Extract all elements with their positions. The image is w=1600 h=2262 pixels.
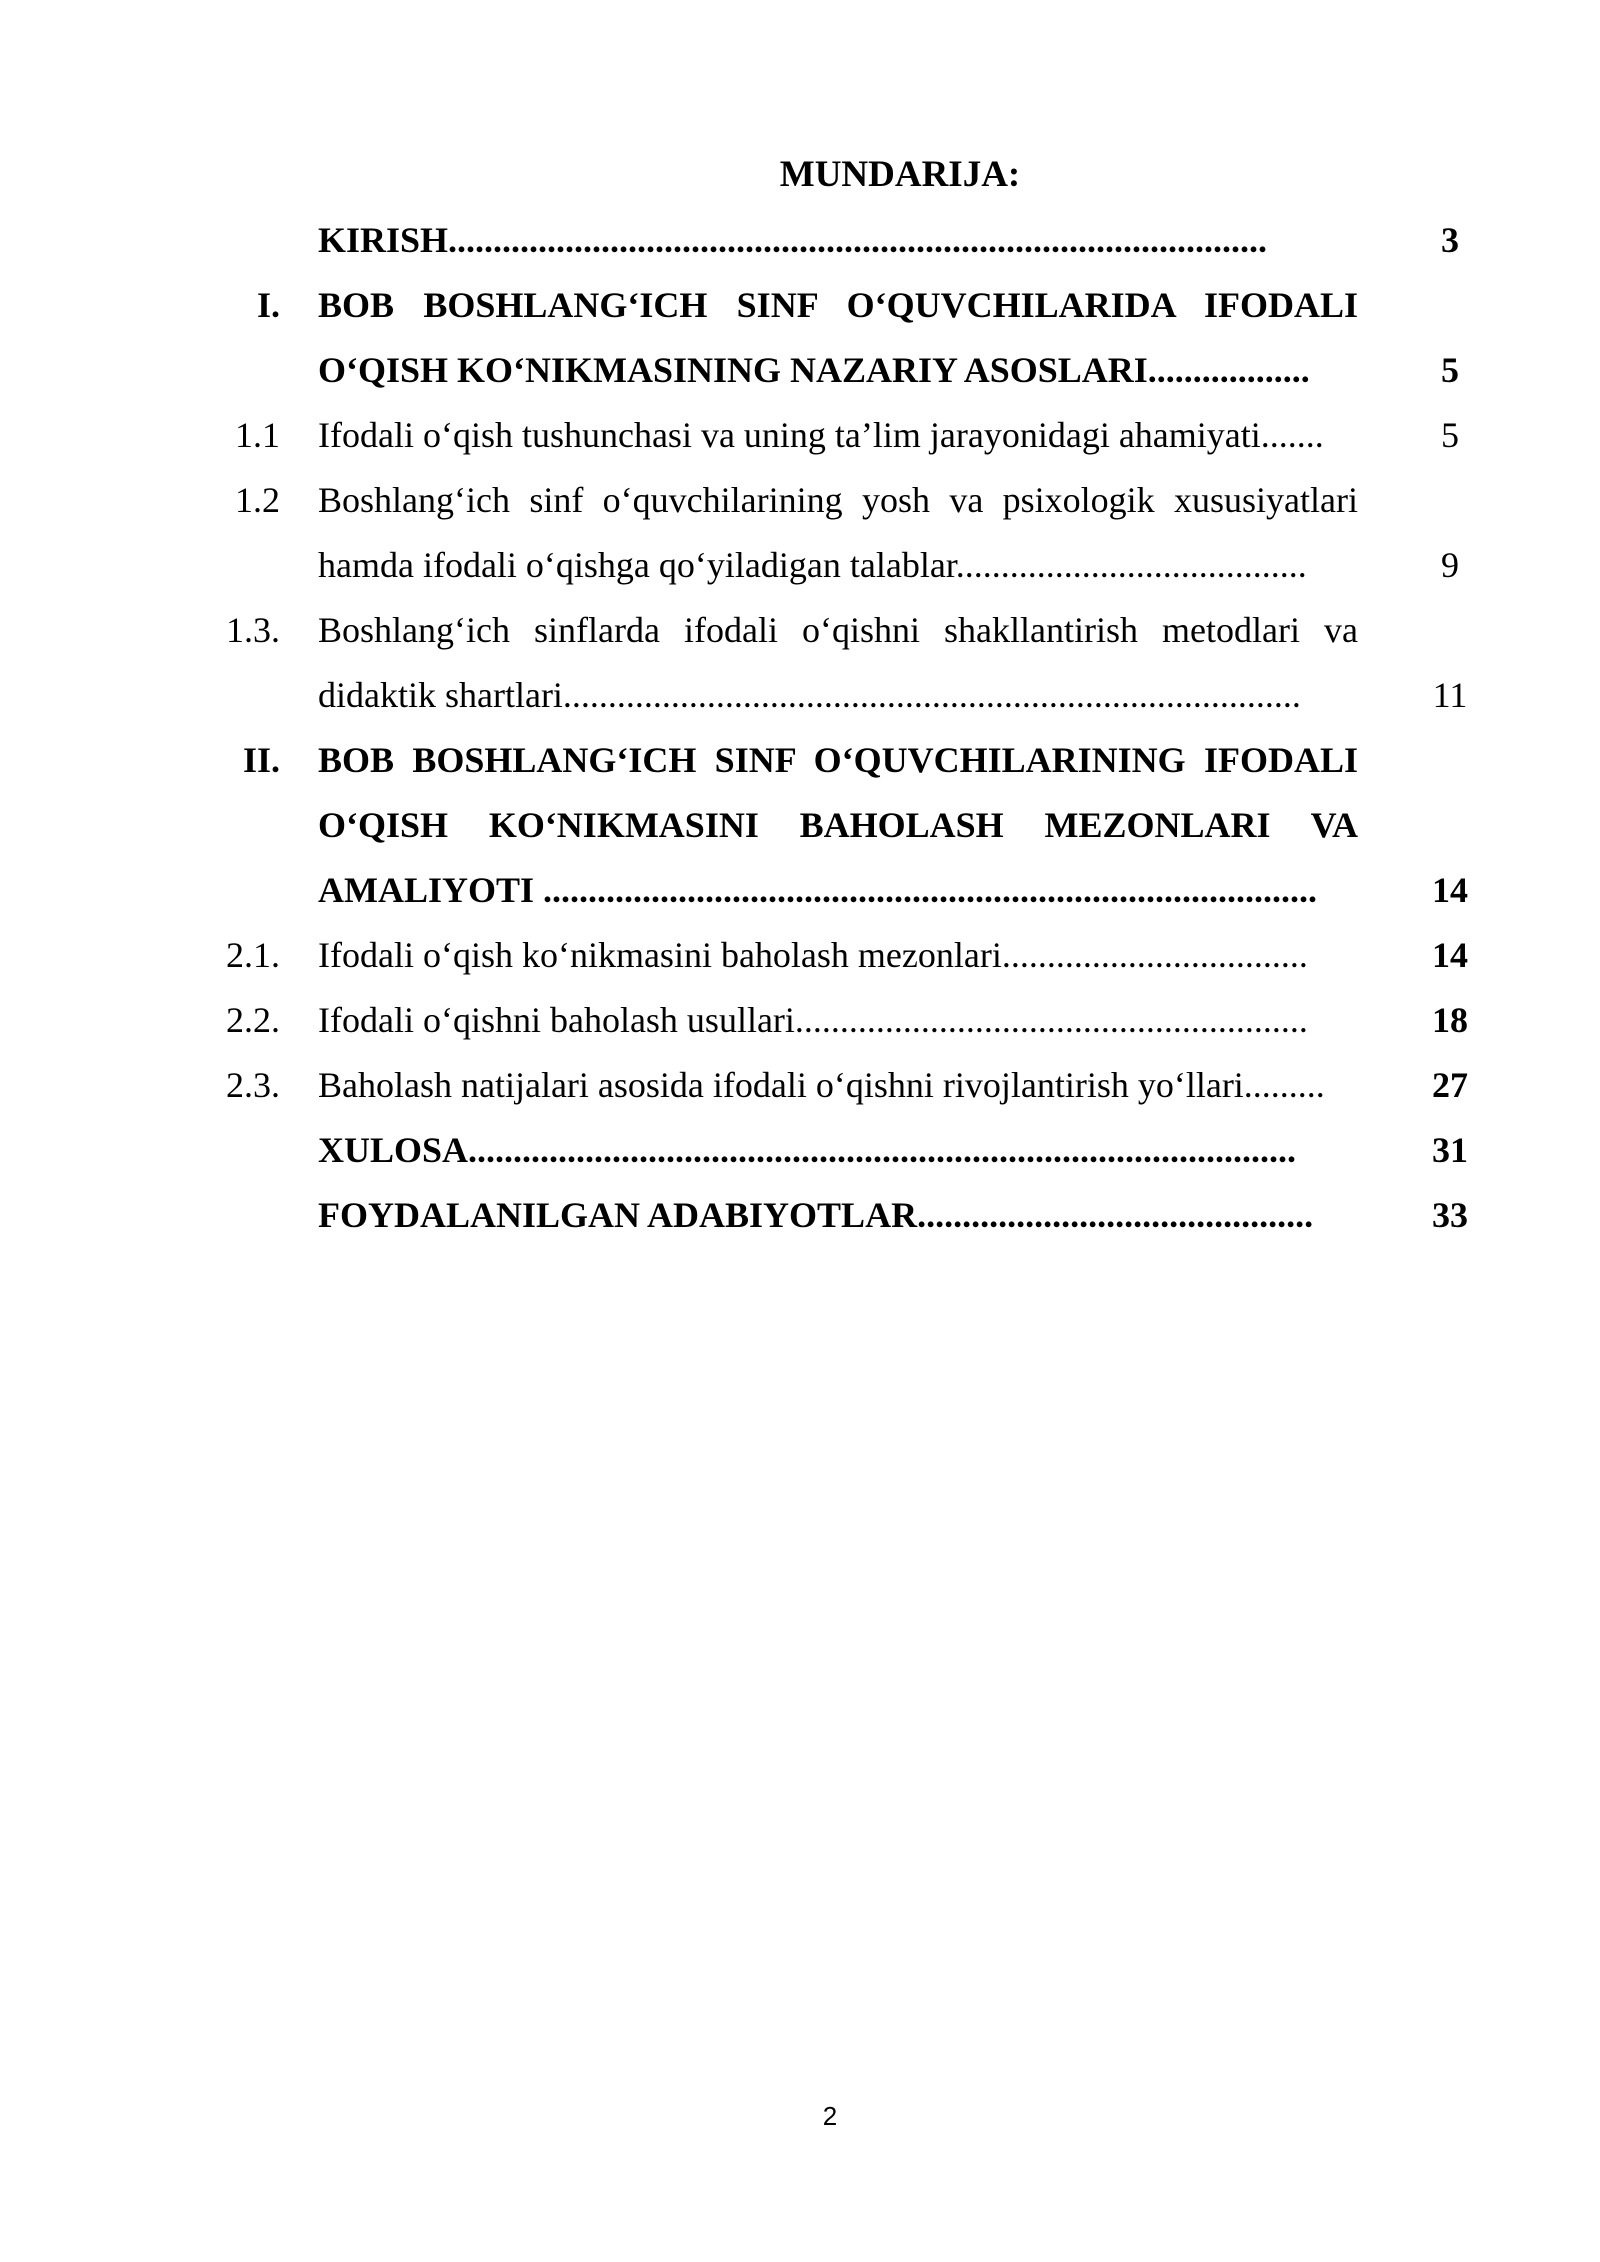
toc-entry-page: 14 [1432, 935, 1468, 975]
toc-entry-page: 5 [1441, 350, 1459, 390]
toc-entry-1-2-cont [0, 537, 1600, 593]
toc-entry-text: AMALIYOTI ...................................................................................... [318, 870, 1318, 910]
toc-entry-number: II. [242, 740, 280, 780]
toc-entry-page: 3 [1441, 220, 1459, 260]
toc-entry-2-2 [0, 992, 1600, 1048]
toc-entry-number: I. [256, 285, 280, 325]
toc-entry-chapter-2-cont [0, 797, 1600, 853]
toc-entry-number: 2.3. [226, 1065, 280, 1105]
toc-entry-text: Baholash natijalari asosida ifodali o‘qishni rivojlantirish yo‘llari......... [318, 1065, 1325, 1105]
page-number: 2 [822, 2101, 838, 2131]
toc-entry-text: BOB BOSHLANG‘ICH SINF O‘QUVCHILARIDA IFODALI [318, 285, 1358, 325]
toc-entry-page: 18 [1432, 1000, 1468, 1040]
page-title: MUNDARIJA: [779, 154, 1021, 195]
toc-entry-chapter-2 [0, 732, 1600, 788]
toc-entry-kirish [0, 212, 1600, 268]
toc-entry-chapter-1 [0, 277, 1600, 333]
toc-entry-adabiyotlar [0, 1187, 1600, 1243]
toc-entry-1-3 [0, 602, 1600, 658]
toc-entry-text: O‘QISH KO‘NIKMASINING NAZARIY ASOSLARI.................. [318, 350, 1310, 390]
toc-entry-page: 9 [1441, 545, 1459, 585]
toc-entry-text: Ifodali o‘qish ko‘nikmasini baholash mezonlari.................................. [318, 935, 1308, 975]
toc-entry-xulosa [0, 1122, 1600, 1178]
toc-entry-1-3-cont [0, 667, 1600, 723]
toc-entry-page: 31 [1432, 1130, 1468, 1170]
toc-entry-page: 11 [1432, 675, 1468, 715]
toc-entry-1-2 [0, 472, 1600, 528]
toc-entry-chapter-2-cont-2 [0, 862, 1600, 918]
toc-entry-text: FOYDALANILGAN ADABIYOTLAR............................................ [318, 1195, 1314, 1235]
toc-entry-number: 1.1 [235, 415, 280, 455]
toc-entry-number: 1.3. [226, 610, 280, 650]
toc-entry-page: 33 [1432, 1195, 1468, 1235]
toc-entry-text: Ifodali o‘qish tushunchasi va uning ta’lim jarayonidagi ahamiyati....... [318, 415, 1324, 455]
toc-entry-text: Boshlang‘ich sinf o‘quvchilarining yosh va psixologik xususiyatlari [318, 480, 1358, 520]
toc-entry-text: O‘QISH KO‘NIKMASINI BAHOLASH MEZONLARI VA [318, 805, 1358, 845]
toc-entry-page: 5 [1441, 415, 1459, 455]
toc-entry-text: Boshlang‘ich sinflarda ifodali o‘qishni shakllantirish metodlari va [318, 610, 1358, 650]
toc-entry-text: Ifodali o‘qishni baholash usullari......................................................... [318, 1000, 1308, 1040]
toc-entry-page: 14 [1432, 870, 1468, 910]
toc-entry-2-1 [0, 927, 1600, 983]
toc-entry-text: BOB BOSHLANG‘ICH SINF O‘QUVCHILARINING IFODALI [318, 740, 1358, 780]
toc-entry-text: XULOSA............................................................................................ [318, 1130, 1297, 1170]
toc-entry-chapter-1-cont [0, 342, 1600, 398]
toc-entry-text: KIRISH........................................................................................... [318, 220, 1268, 260]
toc-entry-1-1 [0, 407, 1600, 463]
toc-entry-number: 2.2. [226, 1000, 280, 1040]
toc-entry-text: didaktik shartlari.................................................................................. [318, 675, 1301, 715]
toc-entry-number: 2.1. [226, 935, 280, 975]
toc-entry-text: hamda ifodali o‘qishga qo‘yiladigan talablar....................................... [318, 545, 1307, 585]
toc-entry-2-3 [0, 1057, 1600, 1113]
toc-entry-number: 1.2 [235, 480, 280, 520]
toc-entry-page: 27 [1432, 1065, 1468, 1105]
